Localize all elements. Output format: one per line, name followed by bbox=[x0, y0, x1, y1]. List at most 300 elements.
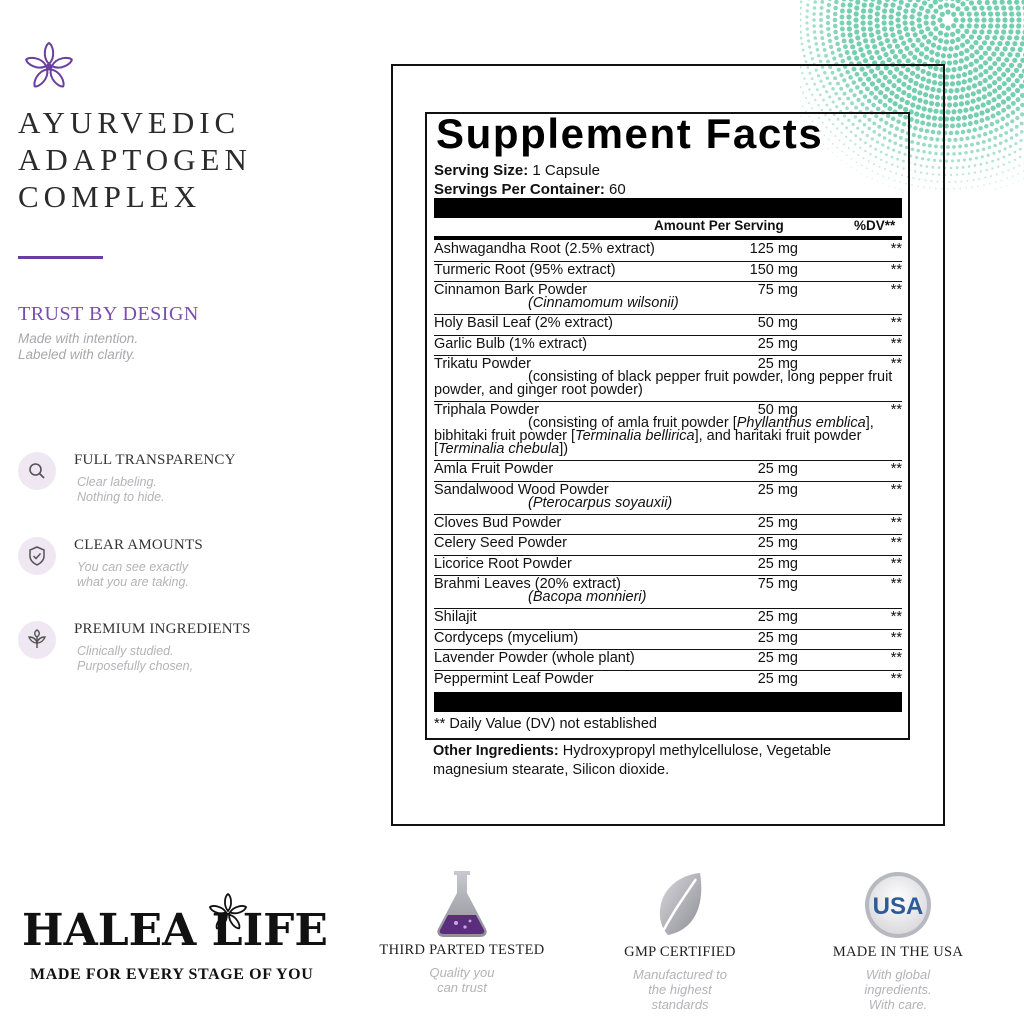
decorative-dot bbox=[959, 188, 961, 190]
ingredient-name: Cordyceps (mycelium) bbox=[434, 630, 579, 646]
decorative-dot bbox=[985, 35, 990, 40]
decorative-dot bbox=[952, 152, 956, 156]
decorative-dot bbox=[975, 105, 980, 110]
decorative-dot bbox=[840, 15, 845, 20]
ingredient-amount: 25 mg bbox=[757, 482, 798, 498]
decorative-dot bbox=[837, 47, 842, 52]
ingredient-dv: ** bbox=[890, 315, 902, 331]
decorative-dot bbox=[1003, 156, 1006, 159]
decorative-dot bbox=[857, 41, 862, 46]
ingredient-row bbox=[434, 556, 902, 576]
decorative-dot bbox=[928, 31, 933, 36]
decorative-dot bbox=[861, 26, 866, 31]
decorative-dot bbox=[988, 17, 993, 22]
decorative-dot bbox=[915, 47, 920, 52]
decorative-dot bbox=[950, 81, 955, 86]
decorative-dot bbox=[1001, 99, 1006, 104]
decorative-dot bbox=[973, 40, 978, 45]
leaf-icon bbox=[643, 868, 717, 942]
decorative-dot bbox=[965, 136, 969, 140]
ingredient-dv: ** bbox=[890, 535, 902, 551]
decorative-dot bbox=[858, 47, 863, 52]
decorative-dot bbox=[950, 74, 955, 79]
decorative-dot bbox=[828, 0, 832, 1]
decorative-dot bbox=[833, 6, 838, 11]
decorative-dot bbox=[1001, 29, 1006, 34]
decorative-dot bbox=[887, 44, 892, 49]
decorative-dot bbox=[964, 29, 969, 34]
decorative-dot bbox=[963, 158, 966, 161]
decorative-dot bbox=[1001, 117, 1006, 122]
decorative-dot bbox=[995, 181, 997, 183]
decorative-dot bbox=[875, 5, 880, 10]
ingredient-row bbox=[434, 630, 902, 650]
decorative-dot bbox=[813, 36, 817, 40]
ingredient-latin-name: (Pterocarpus soyauxii) bbox=[528, 495, 673, 511]
decorative-dot bbox=[950, 167, 953, 170]
decorative-dot bbox=[924, 46, 929, 51]
decorative-dot bbox=[931, 43, 936, 48]
ingredient-name: Sandalwood Wood Powder bbox=[434, 482, 609, 498]
badge-description-line: ingredients. bbox=[864, 982, 932, 997]
decorative-dot bbox=[978, 45, 983, 50]
decorative-dot bbox=[968, 172, 970, 174]
decorative-dot bbox=[885, 0, 890, 2]
decorative-dot bbox=[958, 144, 962, 148]
decorative-dot bbox=[933, 0, 938, 5]
decorative-dot bbox=[1007, 52, 1012, 57]
decorative-dot bbox=[901, 41, 906, 46]
decorative-dot bbox=[1016, 97, 1021, 102]
decorative-dot bbox=[1019, 148, 1022, 151]
decorative-dot bbox=[964, 48, 969, 53]
decorative-dot bbox=[981, 11, 986, 16]
feature-description-line: Purposefully chosen, bbox=[77, 659, 194, 673]
decorative-dot bbox=[987, 83, 992, 88]
ingredient-detail-part: Terminalia chebula bbox=[438, 441, 560, 457]
decorative-dot bbox=[947, 95, 952, 100]
ingredient-amount: 25 mg bbox=[757, 671, 798, 687]
decorative-dot bbox=[953, 53, 958, 58]
decorative-dot bbox=[985, 116, 990, 121]
decorative-dot bbox=[992, 71, 997, 76]
decorative-dot bbox=[1010, 92, 1015, 97]
decorative-dot bbox=[973, 67, 978, 72]
decorative-dot bbox=[944, 3, 949, 8]
decorative-dot bbox=[997, 158, 1000, 161]
decorative-dot bbox=[896, 11, 901, 16]
decorative-dot bbox=[827, 33, 831, 37]
serving-size bbox=[434, 161, 626, 180]
decorative-dot bbox=[956, 166, 959, 169]
decorative-dot bbox=[819, 24, 823, 28]
decorative-dot bbox=[947, 138, 951, 142]
decorative-dot bbox=[982, 140, 986, 144]
decorative-dot bbox=[987, 6, 992, 11]
decorative-dot bbox=[962, 173, 964, 175]
decorative-dot bbox=[882, 26, 887, 31]
decorative-dot bbox=[956, 73, 961, 78]
badge-made-in-usa bbox=[803, 868, 993, 1012]
decorative-dot bbox=[982, 94, 987, 99]
decorative-dot bbox=[812, 12, 816, 16]
decorative-dot bbox=[973, 128, 978, 133]
decorative-dot bbox=[1011, 83, 1016, 88]
decorative-dot bbox=[826, 21, 830, 25]
ingredient-dv: ** bbox=[890, 241, 902, 257]
decorative-dot bbox=[969, 62, 974, 67]
ingredient-dv: ** bbox=[890, 336, 902, 352]
decorative-dot bbox=[962, 166, 965, 169]
decorative-dot bbox=[996, 103, 1001, 108]
decorative-dot bbox=[916, 38, 921, 43]
trust-subtext-line: Made with intention. bbox=[18, 331, 139, 346]
decorative-dot bbox=[819, 12, 823, 16]
ingredient-detail-text: (consisting of black pepper fruit powder, long pepper fruit powder, and ginger root powder) bbox=[434, 369, 893, 398]
feature-title: FULL TRANSPARENCY bbox=[74, 452, 236, 468]
badge-description bbox=[803, 967, 993, 1012]
ingredient-amount: 25 mg bbox=[757, 609, 798, 625]
feature-title: PREMIUM INGREDIENTS bbox=[74, 621, 251, 637]
badge-description-line: can trust bbox=[437, 980, 487, 995]
decorative-dot bbox=[831, 51, 835, 55]
feature-description-line: You can see exactly bbox=[77, 560, 189, 574]
decorative-dot bbox=[800, 19, 801, 22]
decorative-dot bbox=[974, 164, 977, 167]
decorative-dot bbox=[903, 9, 908, 14]
decorative-dot bbox=[955, 29, 960, 34]
ingredient-row bbox=[434, 461, 902, 482]
usa-seal-text: USA bbox=[872, 893, 924, 920]
decorative-dot bbox=[829, 45, 833, 49]
decorative-dot bbox=[863, 58, 868, 63]
decorative-dot bbox=[953, 60, 958, 65]
brand-name: HALEA LIFE bbox=[22, 905, 328, 956]
decorative-dot bbox=[842, 38, 847, 43]
ingredient-row bbox=[434, 609, 902, 630]
decorative-dot bbox=[950, 0, 955, 1]
ingredient-amount: 25 mg bbox=[757, 650, 798, 666]
ingredient-dv: ** bbox=[890, 576, 902, 592]
decorative-dot bbox=[985, 161, 988, 164]
ingredient-row bbox=[434, 336, 902, 356]
decorative-dot bbox=[969, 44, 974, 49]
decorative-dot bbox=[1020, 122, 1024, 126]
decorative-dot bbox=[854, 11, 859, 16]
decorative-dot bbox=[1004, 147, 1007, 150]
decorative-dot bbox=[833, 24, 838, 29]
decorative-dot bbox=[967, 23, 972, 28]
decorative-dot bbox=[893, 54, 898, 59]
decorative-dot bbox=[971, 135, 975, 139]
decorative-dot bbox=[987, 46, 992, 51]
decorative-dot bbox=[863, 0, 868, 2]
decorative-dot bbox=[983, 51, 988, 56]
decorative-dot bbox=[992, 0, 997, 5]
decorative-dot bbox=[959, 11, 964, 16]
decorative-dot bbox=[911, 27, 916, 32]
decorative-dot bbox=[809, 51, 812, 54]
decorative-dot bbox=[965, 93, 970, 98]
decorative-dot bbox=[919, 42, 924, 47]
decorative-dot bbox=[947, 53, 952, 58]
decorative-dot bbox=[966, 85, 971, 90]
ingredient-detail-part: ]) bbox=[559, 441, 569, 457]
decorative-dot bbox=[919, 51, 924, 56]
decorative-dot bbox=[1010, 73, 1015, 78]
feature-description-line: Clear labeling. bbox=[77, 475, 157, 489]
thick-divider bbox=[434, 198, 902, 218]
decorative-dot bbox=[947, 102, 952, 107]
decorative-dot bbox=[965, 0, 970, 1]
supplement-facts-title: Supplement Facts bbox=[436, 110, 824, 157]
ingredient-dv: ** bbox=[890, 671, 902, 687]
badge-third-party-tested bbox=[367, 866, 557, 995]
decorative-dot bbox=[883, 32, 888, 37]
decorative-dot bbox=[870, 38, 875, 43]
decorative-dot bbox=[808, 45, 811, 48]
ingredient-row bbox=[434, 535, 902, 556]
decorative-dot bbox=[978, 178, 980, 180]
decorative-dot bbox=[834, 0, 839, 4]
decorative-dot bbox=[977, 185, 979, 187]
dv-footnote: ** Daily Value (DV) not established bbox=[434, 716, 657, 732]
decorative-dot bbox=[980, 170, 982, 172]
decorative-dot bbox=[962, 72, 967, 77]
trust-subtext bbox=[18, 331, 138, 363]
ingredient-row bbox=[434, 576, 902, 609]
decorative-dot bbox=[868, 20, 873, 25]
decorative-dot bbox=[1014, 142, 1017, 145]
ingredient-dv: ** bbox=[890, 282, 902, 298]
decorative-dot bbox=[926, 0, 931, 1]
decorative-dot bbox=[890, 32, 895, 37]
decorative-dot bbox=[974, 23, 979, 28]
decorative-dot bbox=[953, 17, 958, 22]
decorative-dot bbox=[898, 49, 903, 54]
decorative-dot bbox=[981, 24, 986, 29]
decorative-dot bbox=[908, 51, 913, 56]
decorative-dot bbox=[972, 29, 977, 34]
decorative-dot bbox=[974, 17, 979, 22]
feature-description-line: what you are taking. bbox=[77, 575, 189, 589]
accent-divider bbox=[18, 256, 103, 259]
ingredient-row bbox=[434, 262, 902, 282]
decorative-dot bbox=[997, 165, 999, 167]
ingredient-row bbox=[434, 241, 902, 262]
decorative-dot bbox=[890, 49, 895, 54]
decorative-dot bbox=[889, 8, 894, 13]
decorative-dot bbox=[950, 39, 955, 44]
decorative-dot bbox=[1006, 114, 1011, 119]
decorative-dot bbox=[986, 100, 991, 105]
decorative-dot bbox=[819, 18, 823, 22]
decorative-dot bbox=[981, 17, 986, 22]
decorative-dot bbox=[994, 5, 999, 10]
feature-description bbox=[77, 644, 193, 674]
decorative-dot bbox=[1008, 153, 1011, 156]
decorative-dot bbox=[996, 111, 1001, 116]
decorative-dot bbox=[964, 56, 969, 61]
decorative-dot bbox=[979, 110, 984, 115]
decorative-dot bbox=[924, 20, 929, 25]
decorative-dot bbox=[907, 38, 912, 43]
decorative-dot bbox=[1012, 175, 1014, 177]
decorative-dot bbox=[945, 67, 950, 72]
other-ingredients bbox=[433, 742, 903, 780]
decorative-dot bbox=[980, 163, 983, 166]
decorative-dot bbox=[882, 14, 887, 19]
decorative-dot bbox=[940, 12, 945, 17]
decorative-dot bbox=[877, 0, 882, 5]
decorative-dot bbox=[812, 24, 816, 28]
ingredient-row bbox=[434, 482, 902, 515]
decorative-dot bbox=[991, 51, 996, 56]
decorative-dot bbox=[978, 72, 983, 77]
ingredient-name: Cloves Bud Powder bbox=[434, 515, 562, 531]
decorative-dot bbox=[988, 23, 993, 28]
decorative-dot bbox=[850, 44, 855, 49]
decorative-dot bbox=[988, 146, 992, 150]
decorative-dot bbox=[954, 181, 956, 183]
decorative-dot bbox=[806, 33, 809, 36]
decorative-dot bbox=[960, 34, 965, 39]
decorative-dot bbox=[1011, 101, 1016, 106]
decorative-dot bbox=[970, 143, 974, 147]
decorative-dot bbox=[956, 116, 961, 121]
decorative-dot bbox=[974, 171, 976, 173]
decorative-dot bbox=[800, 37, 803, 40]
decorative-dot bbox=[976, 149, 980, 153]
decorative-dot bbox=[916, 17, 921, 22]
decorative-dot bbox=[1006, 87, 1011, 92]
servings-per-container-value: 60 bbox=[604, 181, 626, 198]
ingredient-row bbox=[434, 315, 902, 336]
other-ingredients-value: Hydroxypropyl methylcellulose, Vegetable magnesium stearate, Silicon dioxide. bbox=[433, 743, 832, 778]
decorative-dot bbox=[875, 29, 880, 34]
decorative-dot bbox=[863, 38, 868, 43]
ingredient-name: Trikatu Powder bbox=[434, 356, 531, 372]
decorative-dot bbox=[991, 167, 993, 169]
decorative-dot bbox=[978, 126, 983, 131]
decorative-dot bbox=[1000, 52, 1005, 57]
decorative-dot bbox=[969, 34, 974, 39]
ingredient-name: Holy Basil Leaf (2% extract) bbox=[434, 315, 613, 331]
decorative-dot bbox=[913, 3, 918, 8]
decorative-dot bbox=[977, 0, 982, 5]
ingredient-detail-part: (consisting of amla fruit powder [ bbox=[528, 415, 737, 431]
decorative-dot bbox=[929, 50, 934, 55]
decorative-dot bbox=[1010, 119, 1014, 123]
serving-size-value: 1 Capsule bbox=[528, 162, 600, 179]
decorative-dot bbox=[907, 0, 912, 2]
decorative-dot bbox=[811, 57, 814, 60]
decorative-dot bbox=[1007, 35, 1012, 40]
decorative-dot bbox=[926, 39, 931, 44]
decorative-dot bbox=[956, 123, 961, 128]
ingredient-name: Peppermint Leaf Powder bbox=[434, 671, 594, 687]
decorative-dot bbox=[948, 46, 953, 51]
decorative-dot bbox=[965, 39, 970, 44]
decorative-dot bbox=[800, 1, 803, 4]
decorative-dot bbox=[820, 36, 824, 40]
decorative-dot bbox=[824, 54, 828, 58]
decorative-dot bbox=[929, 57, 934, 62]
decorative-dot bbox=[805, 60, 808, 63]
decorative-dot bbox=[967, 129, 972, 134]
decorative-dot bbox=[997, 94, 1002, 99]
decorative-dot bbox=[1011, 110, 1016, 115]
servings-per-container bbox=[434, 180, 626, 199]
ingredient-name: Triphala Powder bbox=[434, 402, 540, 418]
decorative-dot bbox=[945, 9, 950, 14]
decorative-dot bbox=[956, 81, 961, 86]
ingredient-amount: 25 mg bbox=[757, 556, 798, 572]
decorative-dot bbox=[959, 58, 964, 63]
decorative-dot bbox=[983, 60, 988, 65]
leaf-sprout-icon bbox=[18, 621, 56, 659]
decorative-dot bbox=[861, 20, 866, 25]
decorative-dot bbox=[1009, 23, 1014, 28]
decorative-dot bbox=[967, 78, 972, 83]
decorative-dot bbox=[833, 12, 838, 17]
decorative-dot bbox=[988, 11, 993, 16]
ingredient-name: Garlic Bulb (1% extract) bbox=[434, 336, 588, 352]
ingredient-latin-name: (Bacopa monnieri) bbox=[528, 589, 647, 605]
decorative-dot bbox=[847, 26, 852, 31]
header-divider bbox=[434, 236, 902, 240]
decorative-dot bbox=[995, 11, 1000, 16]
decorative-dot bbox=[1000, 0, 1005, 5]
decorative-dot bbox=[988, 65, 993, 70]
decorative-dot bbox=[848, 2, 853, 7]
decorative-dot bbox=[1009, 17, 1014, 22]
decorative-dot bbox=[944, 0, 949, 1]
decorative-dot bbox=[974, 120, 979, 125]
decorative-dot bbox=[997, 76, 1002, 81]
ingredient-detail-part: Terminalia bellirica bbox=[575, 428, 695, 444]
feature-description bbox=[77, 560, 189, 590]
brand-tagline: MADE FOR EVERY STAGE OF YOU bbox=[30, 966, 314, 983]
decorative-dot bbox=[945, 159, 948, 162]
decorative-dot bbox=[949, 131, 954, 136]
decorative-dot bbox=[989, 183, 991, 185]
decorative-dot bbox=[897, 29, 902, 34]
decorative-dot bbox=[904, 46, 909, 51]
feature-premium-ingredients bbox=[18, 621, 278, 691]
decorative-dot bbox=[1020, 112, 1024, 116]
decorative-dot bbox=[800, 31, 802, 34]
decorative-dot bbox=[987, 29, 992, 34]
decorative-dot bbox=[805, 21, 808, 24]
decorative-dot bbox=[1009, 63, 1014, 68]
decorative-dot bbox=[982, 147, 986, 151]
ingredient-row bbox=[434, 356, 902, 402]
ingredient-detail bbox=[434, 371, 902, 397]
decorative-dot bbox=[953, 95, 958, 100]
decorative-dot bbox=[868, 27, 873, 32]
decorative-dot bbox=[917, 59, 922, 64]
decorative-dot bbox=[965, 100, 970, 105]
decorative-dot bbox=[957, 66, 962, 71]
decorative-dot bbox=[993, 144, 997, 148]
decorative-dot bbox=[820, 0, 824, 4]
decorative-dot bbox=[855, 0, 860, 5]
decorative-dot bbox=[801, 43, 804, 46]
decorative-dot bbox=[1002, 24, 1007, 29]
ingredient-amount: 25 mg bbox=[757, 461, 798, 477]
decorative-dot bbox=[840, 21, 845, 26]
